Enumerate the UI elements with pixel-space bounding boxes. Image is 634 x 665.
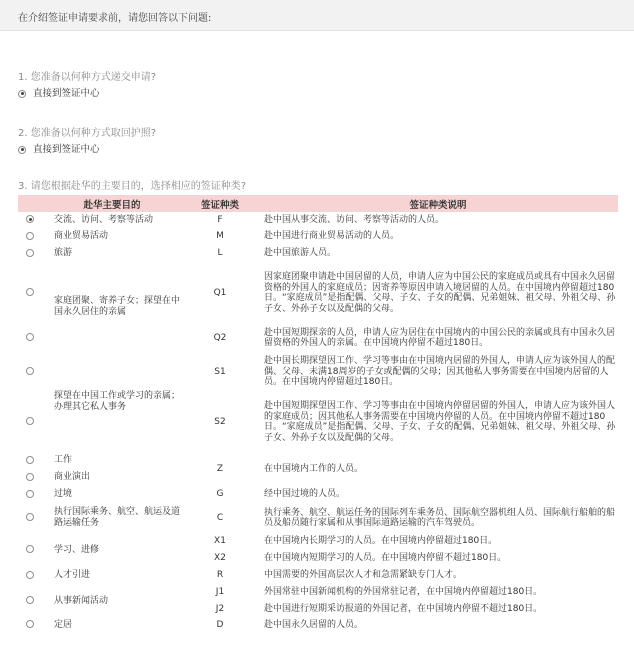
radio-cell[interactable] xyxy=(18,486,42,503)
question-2-title: 2. 您准备以何种方式取回护照? xyxy=(18,128,157,139)
radio-cell[interactable] xyxy=(18,452,42,469)
visa-desc: 赴中国短期探亲的人员，申请人应为居住在中国境内的中国公民的亲属或具有中国永久居留资格的外国人的亲属。在中国境内停留不超过180日。 xyxy=(264,327,616,348)
radio-z-performance[interactable] xyxy=(26,473,34,481)
visa-desc: 中国需要的外国高层次人才和急需紧缺专门人才。 xyxy=(264,570,463,581)
visa-code: Q1 xyxy=(213,287,227,298)
radio-cell[interactable] xyxy=(18,533,42,567)
visa-code: D xyxy=(216,619,224,630)
radio-cell[interactable] xyxy=(18,324,42,352)
table-row[interactable] xyxy=(18,618,618,632)
table-row[interactable] xyxy=(18,567,618,584)
visa-desc: 赴中国短期探望因工作、学习等事由在中国境内停留居留的外国人，申请人应为该外国人的家庭成员；因其他私人事务需要在中国境内停留的人员。在中国境内停留不超过180日。“家庭成员”是指配偶、父母、子女、子女的配偶、兄弟姐妹、祖父母、外祖父母、孙子女、外孙子女以及配偶的父母。 xyxy=(264,401,616,443)
visa-code: F xyxy=(217,214,223,225)
radio-s1[interactable] xyxy=(26,367,34,375)
visa-desc: 赴中国永久居留的人员。 xyxy=(264,619,364,630)
visa-code: L xyxy=(217,248,223,258)
radio-r[interactable] xyxy=(26,571,34,579)
visa-code: J2 xyxy=(215,604,225,614)
purpose-cell: 定居 xyxy=(54,619,73,630)
visa-desc: 在中国境内长期学习的人员。在中国境内停留超过180日。 xyxy=(264,536,498,547)
radio-cell[interactable] xyxy=(18,584,42,618)
purpose-cell: 从事新闻活动 xyxy=(54,595,109,606)
radio-cell[interactable] xyxy=(18,212,42,228)
radio-cell[interactable] xyxy=(18,352,42,392)
q2-radio-selected[interactable] xyxy=(18,146,26,154)
visa-code: G xyxy=(216,489,224,499)
table-row[interactable] xyxy=(18,503,618,533)
table-row[interactable] xyxy=(18,352,618,392)
purpose-cell: 工作 xyxy=(54,455,73,465)
radio-q1[interactable] xyxy=(26,288,34,296)
purpose-cell: 交流、访问、考察等活动 xyxy=(54,214,154,225)
table-row[interactable] xyxy=(18,245,618,262)
purpose-cell: 过境 xyxy=(54,489,73,499)
table-row[interactable] xyxy=(18,533,618,550)
radio-study[interactable] xyxy=(26,545,34,553)
radio-l[interactable] xyxy=(26,249,34,257)
radio-cell[interactable] xyxy=(18,567,42,584)
visa-desc: 赴中国进行短期采访报道的外国记者，在中国境内停留不超过180日。 xyxy=(264,604,543,615)
visa-code: M xyxy=(216,231,224,241)
radio-cell[interactable] xyxy=(18,392,42,452)
question-3-title: 3. 请您根据赴华的主要目的，选择相应的签证种类? xyxy=(18,181,247,192)
radio-s2[interactable] xyxy=(26,417,34,425)
header-visa-type: 签证种类 xyxy=(182,195,258,212)
visa-code: R xyxy=(216,570,224,580)
purpose-cell: 家庭团聚、寄养子女；探望在中国永久居住的亲属 xyxy=(54,296,181,317)
visa-desc: 经中国过境的人员。 xyxy=(264,489,346,500)
table-row[interactable] xyxy=(18,228,618,245)
radio-m[interactable] xyxy=(26,232,34,240)
table-row[interactable] xyxy=(18,486,618,503)
visa-desc: 在中国境内短期学习的人员。在中国境内停留不超过180日。 xyxy=(264,553,507,564)
radio-g[interactable] xyxy=(26,490,34,498)
visa-desc: 赴中国进行商业贸易活动的人员。 xyxy=(264,231,400,242)
visa-desc: 外国常驻中国新闻机构的外国常驻记者，在中国境内停留超过180日。 xyxy=(264,587,543,598)
purpose-cell: 学习、进修 xyxy=(54,544,100,555)
visa-code: C xyxy=(216,512,224,523)
radio-c[interactable] xyxy=(26,513,34,521)
radio-cell[interactable] xyxy=(18,618,42,632)
radio-cell[interactable] xyxy=(18,503,42,533)
visa-code: X1 xyxy=(214,536,226,546)
q1-option-label: 直接到签证中心 xyxy=(33,88,100,99)
purpose-cell: 人才引进 xyxy=(54,570,91,580)
visa-desc: 赴中国旅游人员。 xyxy=(264,248,337,259)
header-radio-col xyxy=(18,195,42,212)
radio-cell[interactable] xyxy=(18,262,42,324)
visa-type-table xyxy=(18,195,618,632)
visa-code: Q2 xyxy=(213,332,227,343)
radio-z-work[interactable] xyxy=(26,456,34,464)
table-row[interactable] xyxy=(18,452,618,469)
radio-cell[interactable] xyxy=(18,469,42,486)
q1-option-visa-center[interactable] xyxy=(18,85,100,99)
radio-q2[interactable] xyxy=(26,333,34,341)
intro-banner xyxy=(0,0,634,31)
purpose-cell: 执行国际乘务、航空、航运及道路运输任务 xyxy=(54,507,181,528)
visa-code: S2 xyxy=(214,416,226,427)
q2-option-label: 直接到签证中心 xyxy=(33,144,100,155)
question-1-title: 1. 您准备以何种方式递交申请? xyxy=(18,72,157,83)
purpose-cell: 商业演出 xyxy=(54,472,91,482)
visa-code: S1 xyxy=(214,366,226,377)
table-row[interactable] xyxy=(18,212,618,228)
table-header-row xyxy=(18,195,618,212)
radio-news[interactable] xyxy=(26,596,34,604)
visa-desc: 执行乘务、航空、航运任务的国际列车乘务员、国际航空器机组人员、国际航行船舶的船员及船员随行家属和从事国际道路运输的汽车驾驶员。 xyxy=(264,507,616,528)
radio-d[interactable] xyxy=(26,620,34,628)
table-row[interactable] xyxy=(18,584,618,601)
visa-code: J1 xyxy=(215,587,225,597)
radio-cell[interactable] xyxy=(18,245,42,262)
table-row[interactable] xyxy=(18,262,618,324)
purpose-cell: 探望在中国工作或学习的亲属；办理其它私人事务 xyxy=(54,391,181,412)
visa-desc: 因家庭团聚申请赴中国居留的人员，申请人应为中国公民的家庭成员或具有中国永久居留资格的外国人的家庭成员；因寄养等原因申请入境居留的人员。在中国境内停留超过180日。“家庭成员”是指配偶、父母、子女、子女的配偶、兄弟姐妹、祖父母、外祖父母、孙子女、外孙子女以及配偶的父母。 xyxy=(264,272,616,314)
purpose-cell: 商业贸易活动 xyxy=(54,231,109,241)
visa-desc: 赴中国从事交流、访问、考察等活动的人员。 xyxy=(264,214,445,225)
visa-desc: 赴中国长期探望因工作、学习等事由在中国境内居留的外国人，申请人应为该外国人的配偶、父母、未满18周岁的子女或配偶的父母；因其他私人事务需要在中国境内居留的人员。在中国境内停留超过180日。 xyxy=(264,356,616,388)
visa-desc: 在中国境内工作的人员。 xyxy=(264,463,364,474)
radio-f[interactable] xyxy=(26,215,34,223)
intro-text: 在介绍签证申请要求前，请您回答以下问题: xyxy=(18,13,212,24)
visa-code: Z xyxy=(216,463,224,474)
header-visa-desc: 签证种类说明 xyxy=(258,195,618,212)
header-purpose: 赴华主要目的 xyxy=(42,195,182,212)
q2-option-visa-center[interactable] xyxy=(18,141,100,155)
radio-cell[interactable] xyxy=(18,228,42,245)
purpose-cell: 旅游 xyxy=(54,248,73,258)
q1-radio-selected[interactable] xyxy=(18,90,26,98)
visa-code: X2 xyxy=(214,553,226,563)
